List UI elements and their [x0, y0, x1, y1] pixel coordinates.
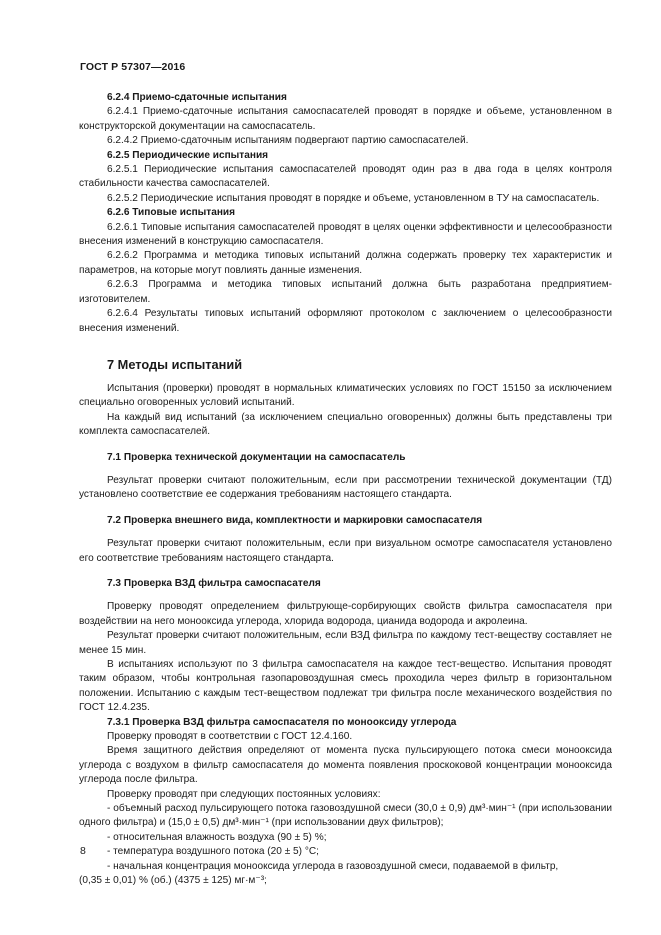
paragraph: 6.2.5.2 Периодические испытания проводят в порядке и объеме, установленном в ТУ на самоспасатель. — [107, 192, 600, 204]
document-body — [79, 91, 612, 889]
paragraph: - начальная концентрация монооксида углерода в газовоздушной смеси, подаваемой в фильтр, — [107, 860, 559, 872]
clause-heading: 6.2.4 Приемо-сдаточные испытания — [107, 92, 287, 103]
paragraph: - температура воздушного потока (20 ± 5) °С; — [107, 846, 319, 858]
paragraph: 6.2.5.1 Периодические испытания самоспасателей проводят один раз в два года в целях контроля стабильности качества самоспасателей. — [79, 164, 612, 190]
paragraph: Результат проверки считают положительным, если при визуальном осмотре самоспасателя установлено его соответствие требованиям настоящего стандарта. — [79, 538, 612, 564]
section-heading: 7 Методы испытаний — [107, 356, 243, 372]
paragraph: В испытаниях используют по 3 фильтра самоспасателя на каждое тест-вещество. Испытания проводят таким образом, чтобы контрольная газопаровоздушная смесь проходила через фильтр в горизонтальном положении. Испытанию с каждым тест-веществом подлежат три фильтра после механического воздействия по ГОСТ 12.4.235. — [79, 659, 612, 714]
clause-heading: 6.2.6 Типовые испытания — [107, 207, 236, 219]
paragraph-continuation: (0,35 ± 0,01) % (об.) (4375 ± 125) мг·м⁻³; — [79, 875, 267, 887]
paragraph: Время защитного действия определяют от момента пуска пульсирующего потока смеси монооксида углерода с воздухом в фильтр самоспасателя до момента появления проскоковой концентрации монооксида углерода после фильтра. — [79, 745, 612, 786]
paragraph: На каждый вид испытаний (за исключением специально оговоренных) должны быть представлены три комплекта самоспасателей. — [79, 411, 612, 438]
paragraph: - объемный расход пульсирующего потока газовоздушной смеси (30,0 ± 0,9) дм³·мин⁻¹ (при использовании одного фильтра) и (15,0 ± 0,5) дм³·мин⁻¹ (при использовании двух фильтров); — [79, 803, 612, 829]
paragraph: 6.2.4.1 Приемо-сдаточные испытания самоспасателей проводят в порядке и объеме, установленном в конструкторской документации на самоспасатель. — [79, 106, 612, 132]
clause-heading: 6.2.5 Периодические испытания — [107, 149, 269, 161]
paragraph: Проверку проводят при следующих постоянных условиях: — [107, 788, 381, 800]
document-header: ГОСТ Р 57307—2016 — [80, 61, 186, 73]
paragraph: 6.2.6.2 Программа и методика типовых испытаний должна содержать проверку тех характеристик и параметров, на которые могут повлиять данные изменения. — [79, 250, 612, 276]
paragraph: 6.2.6.3 Программа и методика типовых испытаний должна быть разработана предприятием-изготовителем. — [79, 279, 612, 305]
paragraph: Результат проверки считают положительным, если при рассмотрении технической документации (ТД) установлено соответствие ее содержания требованиям настоящего стандарта. — [79, 474, 612, 501]
paragraph: 6.2.6.1 Типовые испытания самоспасателей проводят в целях оценки эффективности и целесообразности внесения изменений в конструкцию самоспасателя. — [79, 221, 612, 248]
paragraph: Испытания (проверки) проводят в нормальных климатических условиях по ГОСТ 15150 за исключением специально оговоренных условий испытаний. — [79, 382, 612, 409]
clause-heading: 7.3.1 Проверка ВЗД фильтра самоспасателя по монооксиду углерода — [107, 716, 457, 728]
subsection-heading: 7.1 Проверка технической документации на самоспасатель — [107, 451, 406, 463]
page-number: 8 — [80, 845, 86, 857]
paragraph: Проверку проводят определением фильтрующе-сорбирующих свойств фильтра самоспасателя при воздействии на него монооксида углерода, хлорида водорода, цианида водорода и акролеина. — [79, 601, 612, 627]
subsection-heading: 7.2 Проверка внешнего вида, комплектности и маркировки самоспасателя — [107, 514, 483, 526]
paragraph: Результат проверки считают положительным, если ВЗД фильтра по каждому тест-веществу составляет не менее 15 мин. — [79, 630, 612, 656]
paragraph: 6.2.6.4 Результаты типовых испытаний оформляют протоколом с заключением о целесообразности внесения изменений. — [79, 308, 612, 334]
paragraph: - относительная влажность воздуха (90 ± 5) %; — [107, 831, 327, 843]
paragraph: Проверку проводят в соответствии с ГОСТ 12.4.160. — [107, 731, 353, 743]
paragraph: 6.2.4.2 Приемо-сдаточным испытаниям подвергают партию самоспасателей. — [107, 135, 469, 147]
subsection-heading: 7.3 Проверка ВЗД фильтра самоспасателя — [107, 577, 321, 589]
